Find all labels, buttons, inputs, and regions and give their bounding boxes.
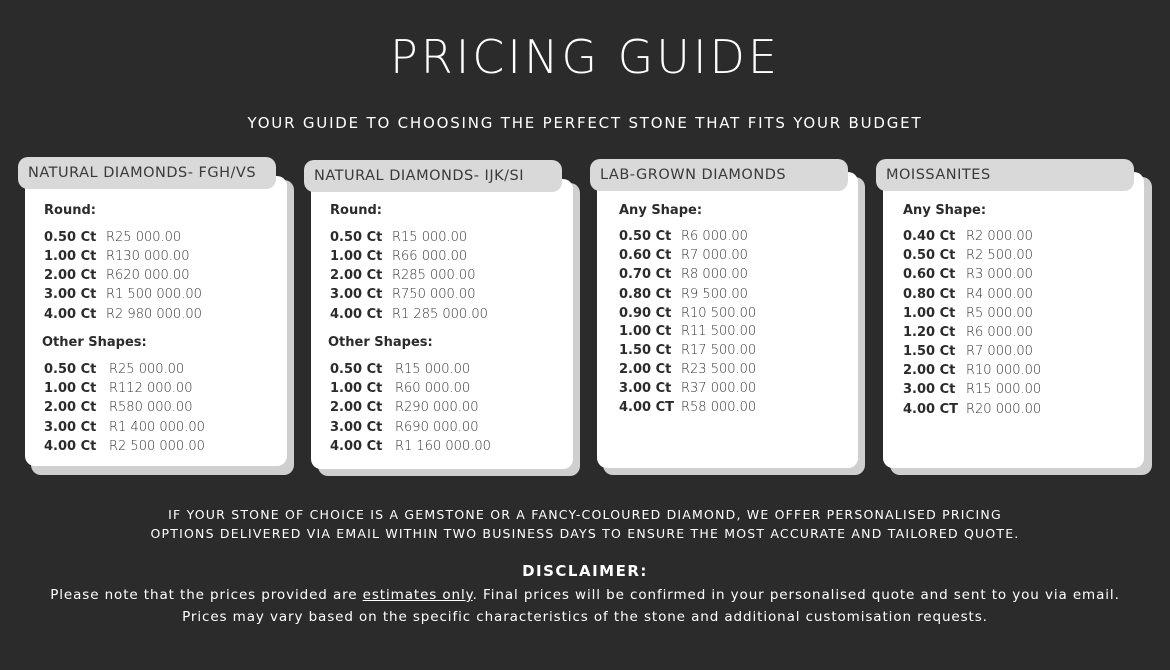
price-row [903,306,1033,321]
card-heading: NATURAL DIAMONDS- FGH/VS [18,157,276,189]
carat-weight: 3.00 Ct [330,420,383,435]
section-title: Other Shapes: [42,335,147,350]
price-value: R1 160 000.00 [395,439,491,454]
price-value: R58 000.00 [681,400,757,415]
price-value: R7 000.00 [966,344,1033,359]
carat-weight: 0.50 Ct [44,362,97,377]
carat-weight: 1.50 Ct [619,343,672,358]
carat-weight: 0.50 Ct [330,230,383,245]
price-row [903,267,1033,282]
carat-weight: 0.80 Ct [903,287,956,302]
price-row [44,230,181,245]
price-value: R2 000.00 [966,229,1033,244]
carat-weight: 1.00 Ct [330,381,383,396]
price-value: R5 000.00 [966,306,1033,321]
price-row [330,268,475,283]
carat-weight: 0.50 Ct [619,229,672,244]
price-value: R130 000.00 [106,249,190,264]
price-row [903,229,1033,244]
price-row [619,400,756,415]
carat-weight: 4.00 CT [903,402,959,417]
carat-weight: 1.00 Ct [330,249,383,264]
section-title: Any Shape: [903,203,987,218]
price-row [903,248,1033,263]
price-value: R9 500.00 [681,287,748,302]
price-row [619,306,756,321]
disclaimer-title: DISCLAIMER: [522,562,648,580]
carat-weight: 1.50 Ct [903,344,956,359]
price-value: R112 000.00 [109,381,193,396]
carat-weight: 3.00 Ct [330,287,383,302]
price-value: R285 000.00 [392,268,476,283]
carat-weight: 3.00 Ct [619,381,672,396]
section-title: Any Shape: [619,203,703,218]
price-row [330,381,470,396]
carat-weight: 0.70 Ct [619,267,672,282]
price-row [330,400,478,415]
carat-weight: 2.00 Ct [44,268,97,283]
price-value: R1 500 000.00 [106,287,202,302]
price-row [619,343,756,358]
carat-weight: 4.00 Ct [330,307,383,322]
carat-weight: 0.50 Ct [330,362,383,377]
price-value: R15 000.00 [395,362,471,377]
estimates-only-text: estimates only [362,587,473,603]
price-value: R2 500.00 [966,248,1033,263]
carat-weight: 0.40 Ct [903,229,956,244]
price-value: R10 500.00 [681,306,757,321]
carat-weight: 1.00 Ct [44,381,97,396]
price-value: R15 000.00 [392,230,468,245]
price-row [44,381,192,396]
carat-weight: 0.80 Ct [619,287,672,302]
carat-weight: 1.00 Ct [903,306,956,321]
price-row [619,362,756,377]
price-value: R620 000.00 [106,268,190,283]
price-row [44,307,202,322]
carat-weight: 2.00 Ct [619,362,672,377]
price-row [903,363,1041,378]
price-row [903,325,1033,340]
carat-weight: 2.00 Ct [330,400,383,415]
price-value: R6 000.00 [966,325,1033,340]
price-value: R20 000.00 [966,402,1042,417]
price-row [44,268,189,283]
carat-weight: 0.60 Ct [903,267,956,282]
price-value: R11 500.00 [681,324,757,339]
price-row [44,287,202,302]
price-value: R37 000.00 [681,381,757,396]
carat-weight: 0.90 Ct [619,306,672,321]
page-title: PRICING GUIDE [390,30,780,84]
price-row [619,229,748,244]
gemstone-note-line-1: IF YOUR STONE OF CHOICE IS A GEMSTONE OR A FANCY-COLOURED DIAMOND, WE OFFER PERSONALISED PRICING [168,507,1002,522]
price-value: R1 400 000.00 [109,420,205,435]
price-value: R60 000.00 [395,381,471,396]
price-row [903,382,1041,397]
disclaimer-text-start: Please note that the prices provided are [50,587,363,603]
price-value: R690 000.00 [395,420,479,435]
carat-weight: 4.00 Ct [44,439,97,454]
price-row [619,324,756,339]
price-value: R290 000.00 [395,400,479,415]
price-row [330,420,478,435]
carat-weight: 1.00 Ct [44,249,97,264]
card-heading: NATURAL DIAMONDS- IJK/SI [304,160,562,192]
price-row [619,248,748,263]
carat-weight: 3.00 Ct [44,287,97,302]
price-row [330,230,467,245]
price-value: R750 000.00 [392,287,476,302]
price-value: R23 500.00 [681,362,757,377]
price-value: R10 000.00 [966,363,1042,378]
price-row [330,362,470,377]
carat-weight: 0.60 Ct [619,248,672,263]
card-heading: MOISSANITES [876,159,1134,191]
price-row [330,439,491,454]
carat-weight: 2.00 Ct [44,400,97,415]
disclaimer-text [50,585,1120,628]
price-value: R2 500 000.00 [109,439,205,454]
carat-weight: 4.00 Ct [44,307,97,322]
price-value: R17 500.00 [681,343,757,358]
carat-weight: 0.50 Ct [44,230,97,245]
price-value: R25 000.00 [106,230,182,245]
price-value: R66 000.00 [392,249,468,264]
section-title: Other Shapes: [328,335,433,350]
price-row [44,400,192,415]
price-value: R4 000.00 [966,287,1033,302]
price-value: R15 000.00 [966,382,1042,397]
price-value: R2 980 000.00 [106,307,202,322]
price-row [44,439,205,454]
page-subtitle: YOUR GUIDE TO CHOOSING THE PERFECT STONE THAT FITS YOUR BUDGET [247,114,923,132]
carat-weight: 2.00 Ct [903,363,956,378]
price-row [330,307,488,322]
price-value: R8 000.00 [681,267,748,282]
carat-weight: 0.50 Ct [903,248,956,263]
price-value: R6 000.00 [681,229,748,244]
price-row [330,287,475,302]
price-value: R7 000.00 [681,248,748,263]
carat-weight: 1.00 Ct [619,324,672,339]
section-title: Round: [330,203,382,218]
disclaimer-text-end: . Final prices will be confirmed in your personalised quote and sent to you via email. Prices may vary based on the specific characteristics of the stone and additional customisation requests. [182,587,1120,625]
carat-weight: 4.00 Ct [330,439,383,454]
price-row [44,420,205,435]
price-row [903,287,1033,302]
price-row [44,249,189,264]
price-row [619,381,756,396]
price-row [330,249,467,264]
price-row [619,287,748,302]
price-row [903,402,1041,417]
section-title: Round: [44,203,96,218]
carat-weight: 3.00 Ct [44,420,97,435]
carat-weight: 1.20 Ct [903,325,956,340]
carat-weight: 4.00 CT [619,400,675,415]
price-value: R580 000.00 [109,400,193,415]
price-row [44,362,184,377]
price-value: R3 000.00 [966,267,1033,282]
price-value: R25 000.00 [109,362,185,377]
gemstone-note-line-2: OPTIONS DELIVERED VIA EMAIL WITHIN TWO BUSINESS DAYS TO ENSURE THE MOST ACCURATE AND TAILORED QUOTE. [150,526,1020,541]
price-row [619,267,748,282]
carat-weight: 2.00 Ct [330,268,383,283]
price-row [903,344,1033,359]
carat-weight: 3.00 Ct [903,382,956,397]
price-value: R1 285 000.00 [392,307,488,322]
card-heading: LAB-GROWN DIAMONDS [590,159,848,191]
